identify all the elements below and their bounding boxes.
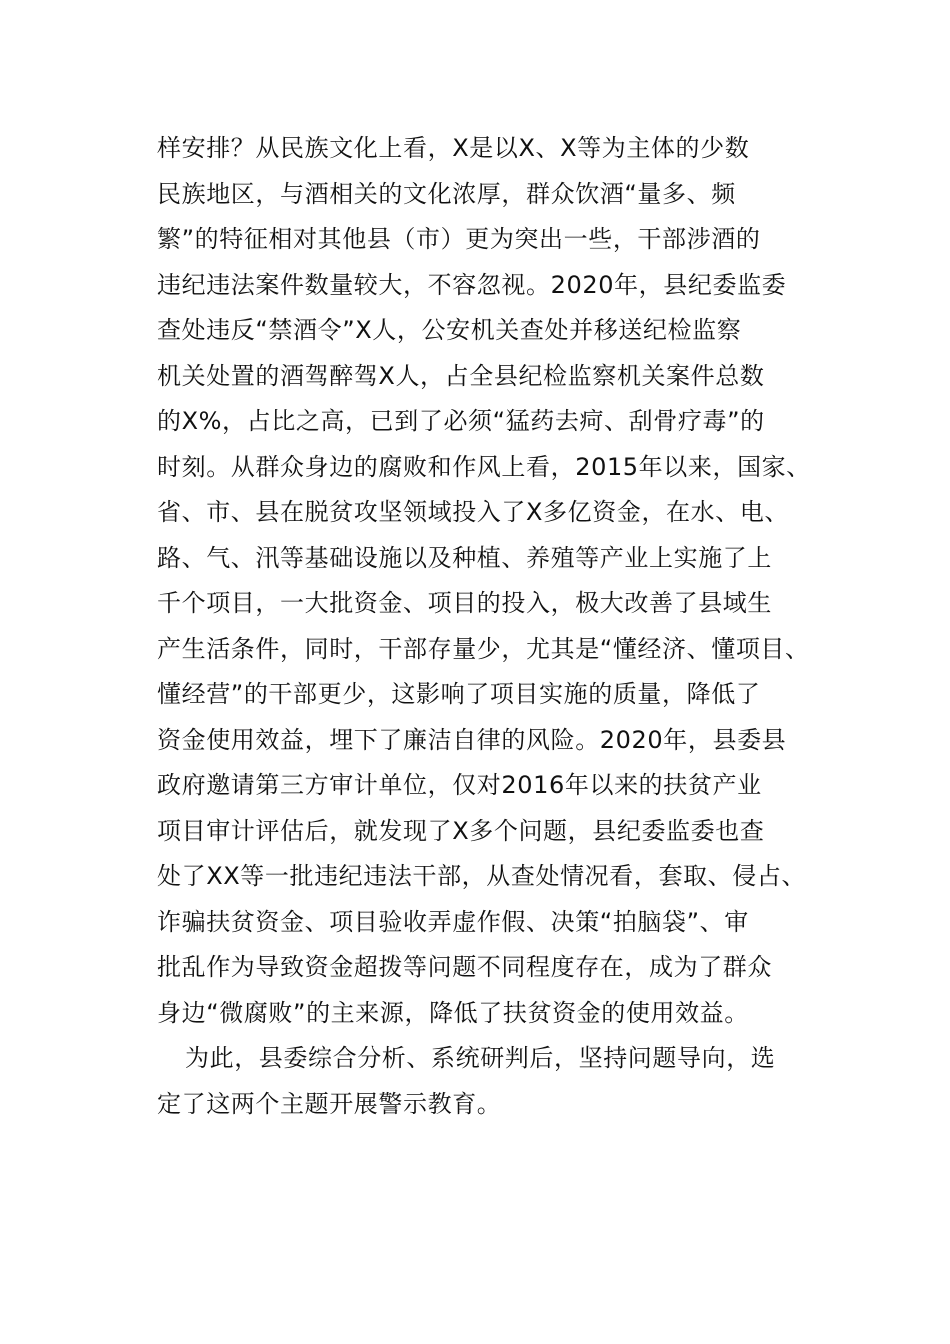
paragraph-line: 政府邀请第三方审计单位，仅对2016年以来的扶贫产业 <box>157 771 762 799</box>
paragraph-line: 的X%，占比之高，已到了必须“猛药去疴、刮骨疗毒”的 <box>157 407 765 435</box>
paragraph-line-indented: 为此，县委综合分析、系统研判后，坚持问题导向，选 <box>185 1044 776 1072</box>
paragraph-line: 民族地区，与酒相关的文化浓厚，群众饮酒“量多、频 <box>157 179 736 208</box>
paragraph-line: 处了XX等一批违纪违法干部，从查处情况看，套取、侵占、 <box>157 862 807 890</box>
paragraph-line: 批乱作为导致资金超拨等问题不同程度存在，成为了群众 <box>157 953 772 981</box>
paragraph-line: 时刻。从群众身边的腐败和作风上看，2015年以来，国家、 <box>157 452 811 481</box>
paragraph-line: 繁”的特征相对其他县（市）更为突出一些，干部涉酒的 <box>157 225 761 253</box>
paragraph-line: 产生活条件，同时，干部存量少，尤其是“懂经济、懂项目、 <box>157 634 810 663</box>
paragraph-line: 路、气、汛等基础设施以及种植、养殖等产业上实施了上 <box>157 543 772 572</box>
paragraph-line: 项目审计评估后，就发现了X多个问题，县纪委监委也查 <box>157 816 765 845</box>
paragraph-line: 身边“微腐败”的主来源，降低了扶贫资金的使用效益。 <box>157 998 749 1027</box>
paragraph-line: 千个项目，一大批资金、项目的投入，极大改善了县域生 <box>157 589 772 617</box>
body-text <box>157 126 817 1127</box>
paragraph-line: 查处违反“禁酒令”X人，公安机关查处并移送纪检监察 <box>157 316 742 344</box>
paragraph-line: 诈骗扶贫资金、项目验收弄虚作假、决策“拍脑袋”、审 <box>157 907 749 936</box>
paragraph-line: 样安排？从民族文化上看，X是以X、X等为主体的少数 <box>157 134 750 162</box>
paragraph-line: 机关处置的酒驾醉驾X人，占全县纪检监察机关案件总数 <box>157 361 765 390</box>
paragraph-line: 资金使用效益，埋下了廉洁自律的风险。2020年，县委县 <box>157 725 787 754</box>
paragraph-line: 违纪违法案件数量较大，不容忽视。2020年，县纪委监委 <box>157 270 787 299</box>
paragraph-line: 懂经营”的干部更少，这影响了项目实施的质量，降低了 <box>157 680 761 708</box>
paragraph-line: 定了这两个主题开展警示教育。 <box>157 1089 502 1118</box>
paragraph-line: 省、市、县在脱贫攻坚领域投入了X多亿资金，在水、电、 <box>157 498 790 526</box>
